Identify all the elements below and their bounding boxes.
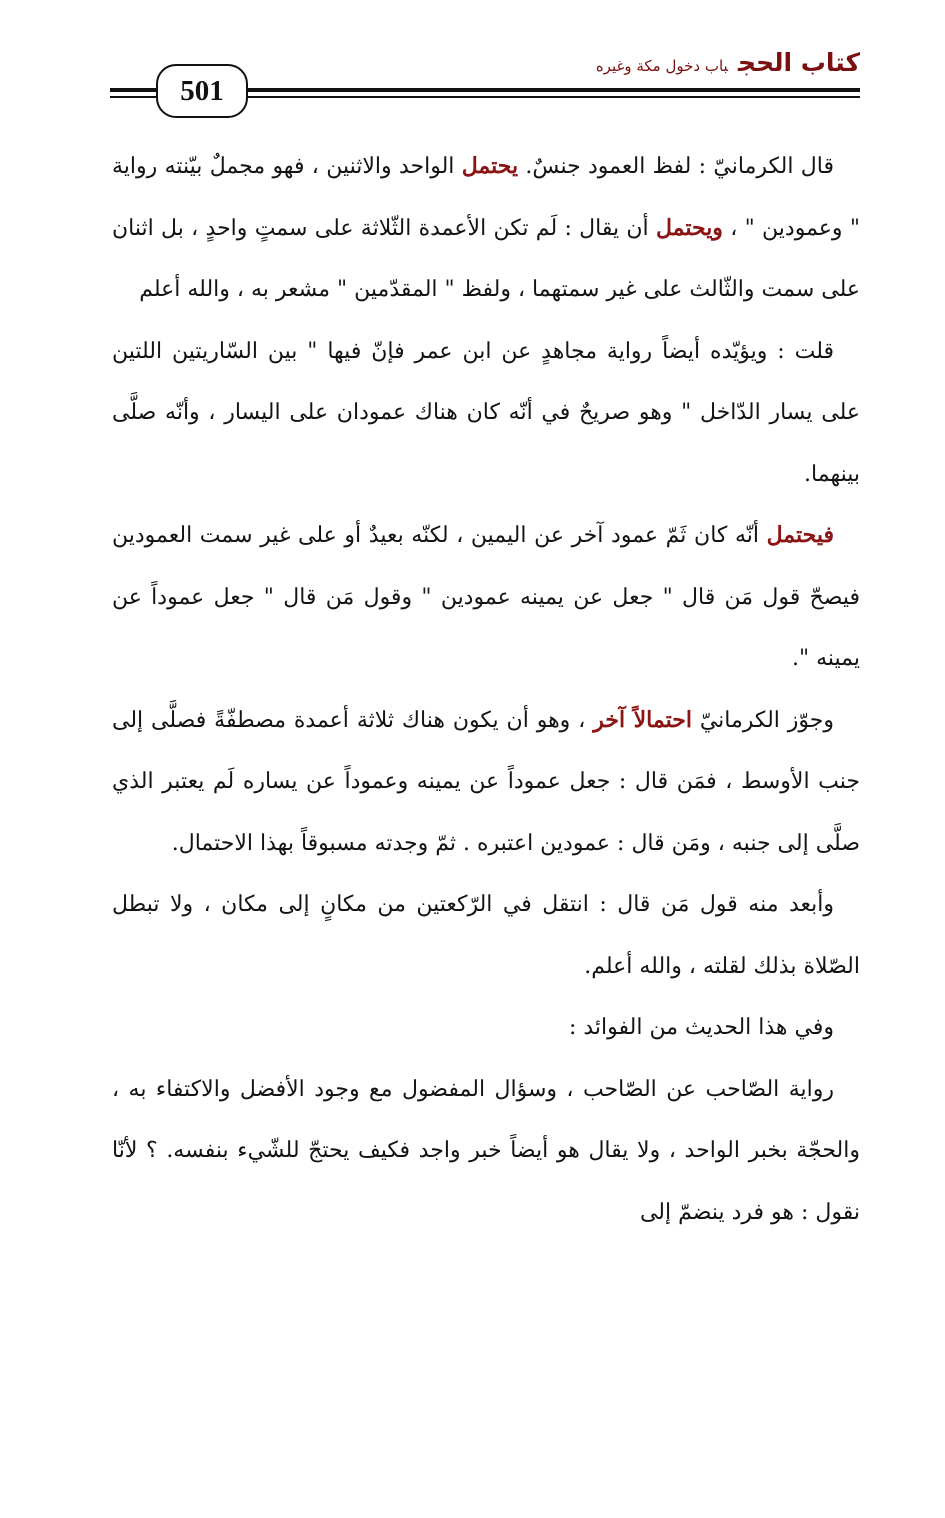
paragraph-2 xyxy=(112,321,860,506)
book-title: كتاب الحج xyxy=(738,48,860,77)
page-body xyxy=(112,136,860,1243)
highlighted-term: يحتمل xyxy=(461,153,519,179)
page-number: 501 xyxy=(156,64,248,118)
paragraph-text: قال الكرمانيّ : لفظ العمود جنسٌ. xyxy=(518,154,834,179)
chapter-title: باب دخول مكة وغيره xyxy=(595,57,729,75)
paragraph-text: وفي هذا الحديث من الفوائد : xyxy=(568,1015,834,1040)
highlighted-term: فيحتمل xyxy=(766,522,834,548)
paragraph-5 xyxy=(112,874,860,997)
paragraph-1 xyxy=(112,136,860,321)
page-header xyxy=(110,48,860,120)
header-titles xyxy=(596,48,860,77)
paragraph-text: أن يقال : لَم تكن الأعمدة الثّلاثة على سمتٍ واحدٍ ، بل اثنان على سمت والثّالث على غير سمتهما ، ولفظ " المقدّمين " مشعر به ، والله أعلم xyxy=(112,215,860,302)
paragraph-7 xyxy=(112,1059,860,1244)
paragraph-6 xyxy=(112,997,860,1059)
paragraph-text: وجوّز الكرمانيّ xyxy=(691,707,834,733)
highlighted-term: ويحتمل xyxy=(655,214,723,241)
paragraph-text: رواية الصّاحب عن الصّاحب ، وسؤال المفضول مع وجود الأفضل والاكتفاء به ، والحجّة بخبر الواحد ، ولا يقال هو أيضاً خبر واجد فكيف يحتجّ للشّيء بنفسه. ؟ لأنّا نقول : هو فرد ينضمّ إلى xyxy=(112,1076,861,1225)
paragraph-4 xyxy=(112,690,860,875)
paragraph-text: ، وهو أن يكون هناك ثلاثة أعمدة مصطفّةً فصلَّى إلى جنب الأوسط ، فمَن قال : جعل عموداً عن يمينه وعموداً عن يساره لَم يعتبر الذي صلَّى إلى جنبه ، ومَن قال : عمودين اعتبره . ثمّ وجدته مسبوقاً بهذا الاحتمال. xyxy=(112,707,860,856)
paragraph-text: قلت : ويؤيّده أيضاً رواية مجاهدٍ عن ابن عمر فإنّ فيها " بين السّاريتين اللتين على يسار الدّاخل " وهو صريحٌ في أنّه كان هناك عمودان على اليسار ، وأنّه صلَّى بينهما. xyxy=(112,338,860,487)
paragraph-text: الواحد والاثنين ، فهو مجملٌ بيّنته رواية " وعمودين " ، xyxy=(112,154,860,241)
paragraph-text: أنّه كان ثَمّ عمود آخر عن اليمين ، لكنّه بعيدٌ أو على غير سمت العمودين فيصحّ قول مَن قال " جعل عن يمينه عمودين " وقول مَن قال " جعل عموداً عن يمينه ". xyxy=(112,523,860,671)
paragraph-3 xyxy=(112,505,860,690)
paragraph-text: وأبعد منه قول مَن قال : انتقل في الرّكعتين من مكانٍ إلى مكان ، ولا تبطل الصّلاة بذلك لقلته ، والله أعلم. xyxy=(112,892,860,979)
highlighted-term: احتمالاً آخر xyxy=(593,706,692,733)
